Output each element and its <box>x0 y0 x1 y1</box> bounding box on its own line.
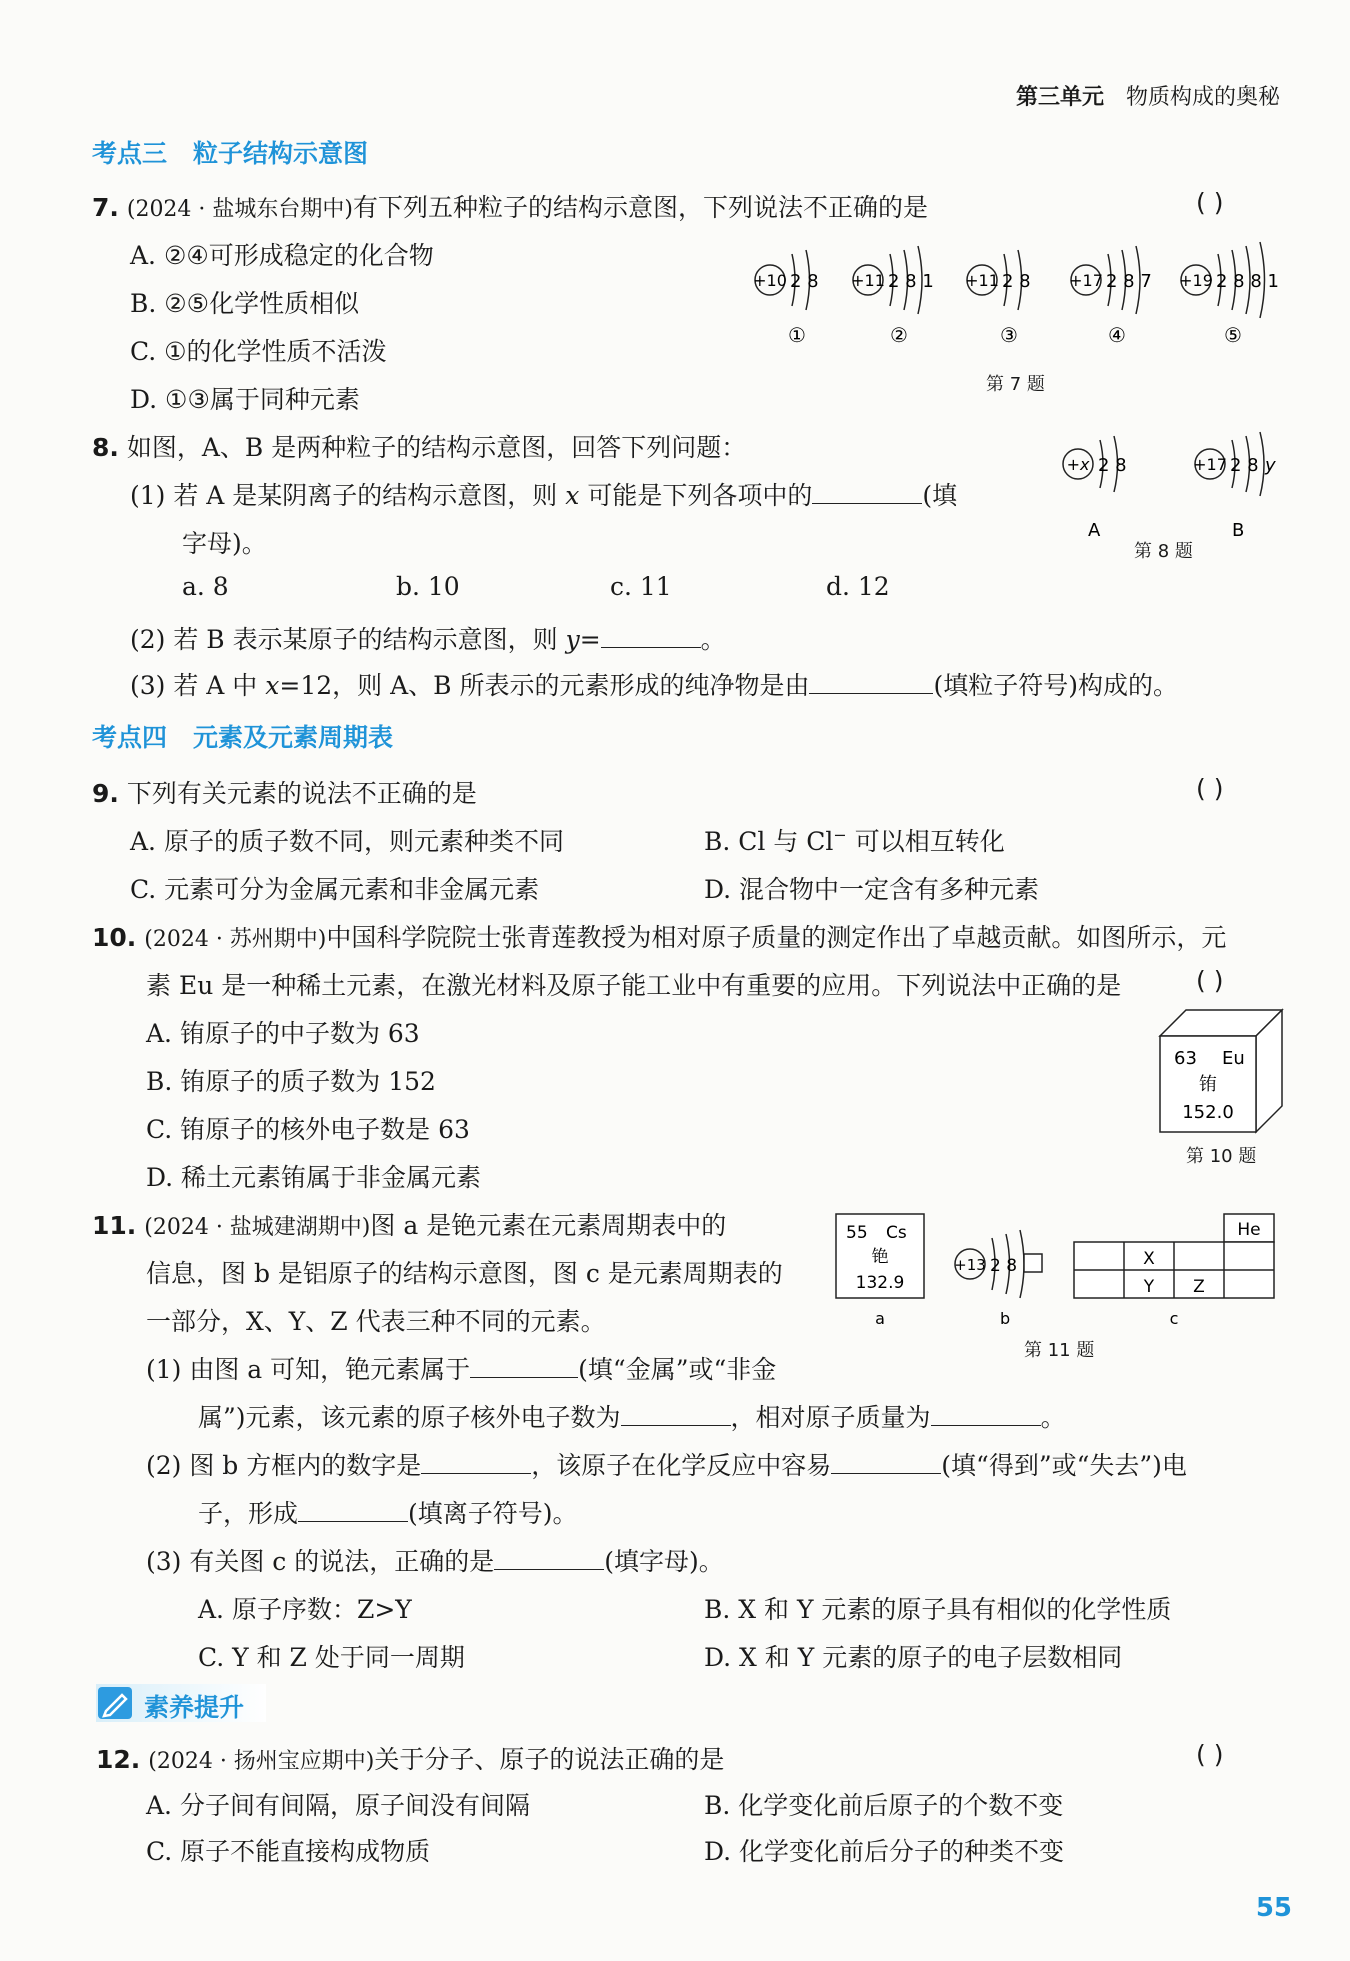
particle-b <box>1193 432 1276 541</box>
svg-text:2 8 7: 2 8 7 <box>1106 271 1152 292</box>
question-source: (2024 · 苏州期中) <box>144 927 327 952</box>
question-number: 8. <box>92 433 119 462</box>
answer-blank[interactable] <box>621 1403 731 1426</box>
choice-a: a. 8 <box>182 572 229 601</box>
question-11-line-2: 信息，图 b 是铝原子的结构示意图，图 c 是元素周期表的 <box>146 1259 783 1288</box>
svg-text:②: ② <box>890 323 908 347</box>
answer-blank[interactable] <box>812 481 922 504</box>
option-c: C. 铕原子的核外电子数是 63 <box>146 1115 470 1144</box>
svg-text:+17: +17 <box>1193 455 1227 474</box>
question-number: 11. <box>92 1211 137 1240</box>
option-b: B. 化学变化前后原子的个数不变 <box>704 1791 1064 1820</box>
svg-text:Eu: Eu <box>1222 1048 1245 1069</box>
particle-3 <box>965 250 1031 347</box>
answer-blank[interactable] <box>809 671 933 694</box>
answer-paren: ( ) <box>1196 966 1224 995</box>
answer-blank[interactable] <box>494 1547 604 1570</box>
svg-text:2 8: 2 8 <box>790 271 819 292</box>
svg-text:③: ③ <box>1000 323 1018 347</box>
question-text: 如图，A、B 是两种粒子的结构示意图，回答下列问题： <box>126 433 747 462</box>
choice-d: d. 12 <box>826 572 890 601</box>
particle-2 <box>851 246 934 347</box>
question-8-stem <box>92 428 746 464</box>
section-label: 考点四 <box>92 723 168 752</box>
option-d: D. 稀土元素铕属于非金属元素 <box>146 1163 482 1192</box>
svg-text:a: a <box>875 1309 885 1328</box>
option-a: A. 铕原子的中子数为 63 <box>146 1019 420 1048</box>
svg-text:X: X <box>1143 1249 1155 1269</box>
q10-caption: 第 10 题 <box>1186 1146 1257 1167</box>
question-text: 关于分子、原子的说法正确的是 <box>374 1745 725 1774</box>
svg-text:⑤: ⑤ <box>1224 323 1242 347</box>
question-text: 图 a 是铯元素在元素周期表中的 <box>370 1211 727 1240</box>
option-a: A. 原子序数：Z>Y <box>198 1595 412 1624</box>
question-source: (2024 · 盐城建湖期中) <box>144 1215 371 1240</box>
question-10-line-2: 素 Eu 是一种稀土元素，在激光材料及原子能工业中有重要的应用。下列说法中正确的是 <box>146 971 1122 1000</box>
choice-b: b. 10 <box>396 572 460 601</box>
svg-text:①: ① <box>788 323 806 347</box>
figure-a-cesium-cell <box>836 1214 924 1328</box>
answer-paren: ( ) <box>1196 774 1224 803</box>
question-12-stem <box>96 1740 724 1776</box>
svg-text:55: 55 <box>846 1223 868 1243</box>
answer-blank[interactable] <box>831 1451 941 1474</box>
section-heading-4 <box>92 718 393 754</box>
q11-caption: 第 11 题 <box>1024 1340 1095 1361</box>
section-name: 元素及元素周期表 <box>193 723 394 752</box>
option-b: B. ②⑤化学性质相似 <box>130 289 360 318</box>
q11-part-2: (2) 图 b 方框内的数字是 ，该原子在化学反应中容易 (填“得到”或“失去”)电 <box>146 1451 1187 1480</box>
question-number: 7. <box>92 193 119 222</box>
svg-text:+11: +11 <box>965 271 999 290</box>
svg-text:b: b <box>1000 1309 1011 1328</box>
question-text: 中国科学院院士张青莲教授为相对原子质量的测定作出了卓越贡献。如图所示，元 <box>326 923 1227 952</box>
particle-a <box>1063 436 1127 541</box>
question-source: (2024 · 扬州宝应期中) <box>148 1749 375 1774</box>
svg-text:63: 63 <box>1174 1048 1197 1069</box>
answer-blank[interactable] <box>421 1451 531 1474</box>
svg-text:④: ④ <box>1108 323 1126 347</box>
q8-part-2: (2) 若 B 表示某原子的结构示意图，则 y= 。 <box>130 625 726 654</box>
svg-text:B: B <box>1232 520 1245 541</box>
option-b: B. 铕原子的质子数为 152 <box>146 1067 436 1096</box>
option-a: A. 原子的质子数不同，则元素种类不同 <box>130 827 564 856</box>
svg-text:+10: +10 <box>753 271 787 290</box>
option-d: D. 混合物中一定含有多种元素 <box>704 875 1040 904</box>
option-a: A. 分子间有间隔，原子间没有间隔 <box>146 1791 530 1820</box>
option-b: B. Cl 与 Cl− 可以相互转化 <box>704 825 1005 856</box>
svg-text:A: A <box>1088 520 1101 541</box>
unit-label: 第三单元 <box>1015 85 1104 110</box>
svg-text:2 8 1: 2 8 1 <box>888 271 934 292</box>
question-source: (2024 · 盐城东台期中) <box>126 197 353 222</box>
option-c: C. Y 和 Z 处于同一周期 <box>198 1643 465 1672</box>
option-c: C. ①的化学性质不活泼 <box>130 337 387 366</box>
pencil-icon <box>98 1687 132 1719</box>
particle-5 <box>1179 242 1279 347</box>
question-text: 有下列五种粒子的结构示意图，下列说法不正确的是 <box>353 193 929 222</box>
q8-part-1: (1) 若 A 是某阴离子的结构示意图，则 x 可能是下列各项中的 (填 <box>130 481 958 510</box>
option-c: C. 元素可分为金属元素和非金属元素 <box>130 875 540 904</box>
q11-figures <box>836 1214 1286 1338</box>
page-header <box>1016 80 1280 111</box>
svg-text:Cs: Cs <box>886 1223 907 1243</box>
svg-text:+13: +13 <box>954 1256 986 1274</box>
question-7-stem <box>92 188 928 224</box>
svg-text:He: He <box>1237 1220 1261 1240</box>
question-number: 10. <box>92 923 137 952</box>
svg-text:铕: 铕 <box>1199 1074 1217 1095</box>
answer-box <box>1024 1254 1042 1272</box>
question-11-line-3: 一部分，X、Y、Z 代表三种不同的元素。 <box>146 1307 606 1336</box>
option-b: B. X 和 Y 元素的原子具有相似的化学性质 <box>704 1595 1172 1624</box>
section-heading-3 <box>92 134 368 170</box>
q8-part-1-cont: 字母)。 <box>182 529 267 558</box>
svg-text:152.0: 152.0 <box>1182 1102 1234 1123</box>
svg-text:2 8: 2 8 <box>1230 455 1259 476</box>
answer-blank[interactable] <box>470 1355 578 1378</box>
question-10-stem <box>92 918 1226 954</box>
svg-text:2 8: 2 8 <box>1002 271 1031 292</box>
option-c: C. 原子不能直接构成物质 <box>146 1837 431 1866</box>
figure-c-periodic-table-part <box>1074 1214 1274 1328</box>
svg-text:132.9: 132.9 <box>855 1273 905 1293</box>
answer-blank[interactable] <box>931 1403 1041 1426</box>
q11-part-1: (1) 由图 a 可知，铯元素属于 (填“金属”或“非金 <box>146 1355 777 1384</box>
option-d: D. ①③属于同种元素 <box>130 385 360 414</box>
question-number: 9. <box>92 779 119 808</box>
particle-1 <box>753 250 819 347</box>
svg-text:c: c <box>1169 1309 1179 1328</box>
svg-text:y: y <box>1265 455 1276 476</box>
svg-text:+x: +x <box>1066 455 1090 474</box>
section-label: 考点三 <box>92 139 168 168</box>
question-11-stem <box>92 1206 726 1242</box>
q11-part-3: (3) 有关图 c 的说法，正确的是 (填字母)。 <box>146 1547 724 1576</box>
svg-text:2 8: 2 8 <box>1098 455 1127 476</box>
svg-text:Z: Z <box>1193 1277 1205 1297</box>
svg-text:2 8: 2 8 <box>990 1256 1018 1276</box>
page-number: 55 <box>1255 1893 1292 1923</box>
choice-c: c. 11 <box>610 572 672 601</box>
question-text: 下列有关元素的说法不正确的是 <box>126 779 477 808</box>
particle-4 <box>1069 246 1152 347</box>
svg-text:Y: Y <box>1143 1277 1155 1297</box>
svg-text:2 8 8 1: 2 8 8 1 <box>1216 271 1279 292</box>
q8-part-3: (3) 若 A 中 x=12，则 A、B 所表示的元素形成的纯净物是由 (填粒子符号)构成的。 <box>130 671 1178 700</box>
unit-title: 物质构成的奥秘 <box>1125 85 1280 110</box>
svg-text:+11: +11 <box>851 271 885 290</box>
figure-b-aluminum-diagram <box>954 1230 1042 1328</box>
q8-caption: 第 8 题 <box>1134 541 1193 562</box>
svg-text:+17: +17 <box>1069 271 1103 290</box>
answer-blank[interactable] <box>298 1499 408 1522</box>
svg-text:铯: 铯 <box>871 1247 889 1267</box>
section-heading-5: 素养提升 <box>144 1693 245 1722</box>
question-number: 12. <box>96 1745 141 1774</box>
answer-paren: ( ) <box>1196 188 1224 217</box>
q11-part-2-cont: 子，形成 (填离子符号)。 <box>198 1499 578 1528</box>
q10-element-cell <box>1160 1010 1285 1134</box>
option-d: D. X 和 Y 元素的原子的电子层数相同 <box>704 1643 1123 1672</box>
question-9-stem <box>92 774 477 810</box>
answer-paren: ( ) <box>1196 1740 1224 1769</box>
svg-text:+19: +19 <box>1179 271 1213 290</box>
answer-blank[interactable] <box>601 625 701 648</box>
section-name: 粒子结构示意图 <box>193 139 369 168</box>
q7-caption: 第 7 题 <box>986 374 1045 395</box>
q11-part-1-cont: 属”)元素，该元素的原子核外电子数为 ，相对原子质量为 。 <box>198 1403 1066 1432</box>
option-a: A. ②④可形成稳定的化合物 <box>130 241 434 270</box>
option-d: D. 化学变化前后分子的种类不变 <box>704 1837 1065 1866</box>
